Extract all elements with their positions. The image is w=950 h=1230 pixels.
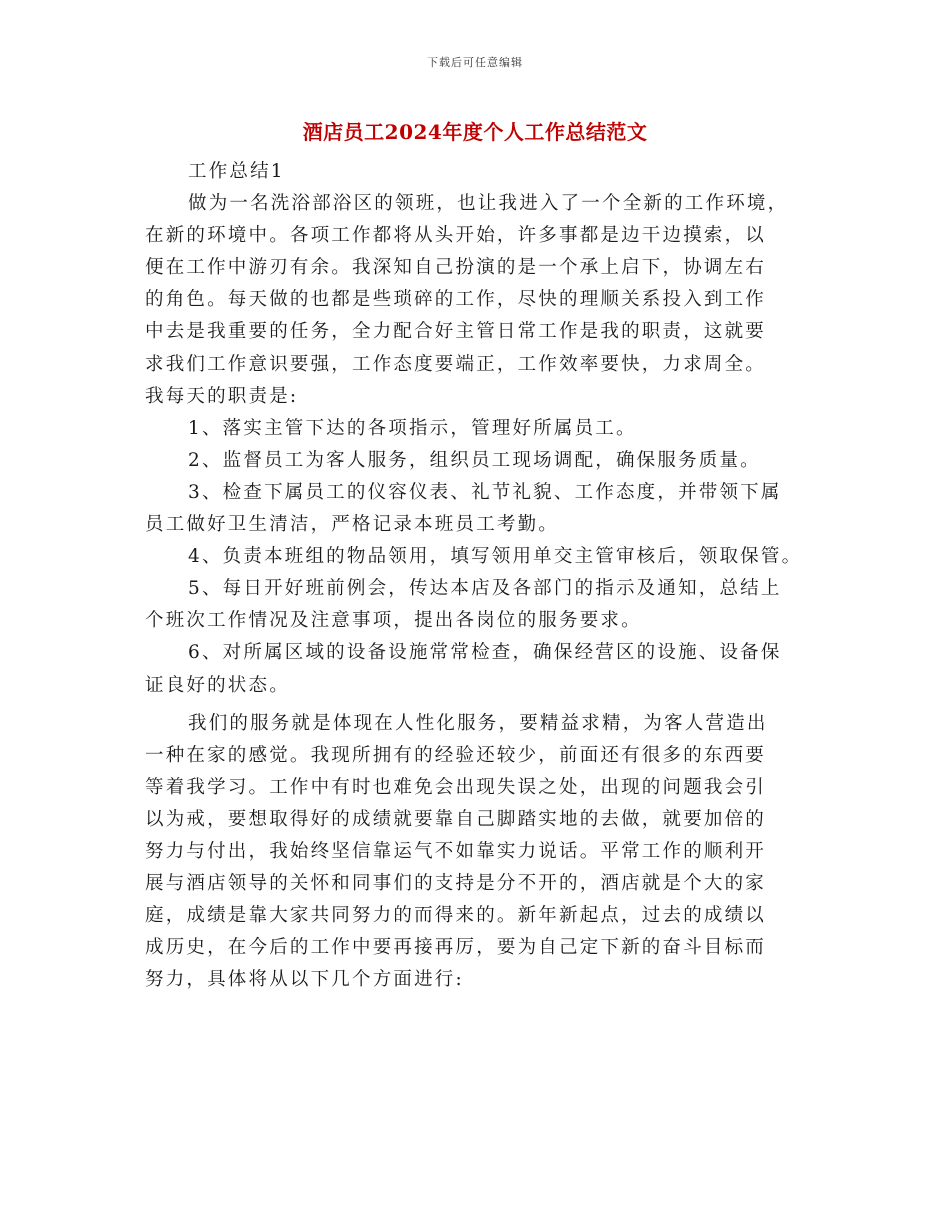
list-item: 5、每日开好班前例会，传达本店及各部门的指示及通知，总结上 <box>188 578 782 600</box>
paragraph-line: 便在工作中游刃有余。我深知自己扮演的是一个承上启下，协调左右 <box>145 257 767 279</box>
list-item-continuation: 证良好的状态。 <box>145 674 290 696</box>
list-item: 2、监督员工为客人服务，组织员工现场调配，确保服务质量。 <box>188 449 761 471</box>
paragraph-line: 展与酒店领导的关怀和同事们的支持是分不开的，酒店就是个大的家 <box>145 873 767 895</box>
paragraph-line: 的角色。每天做的也都是些琐碎的工作，尽快的理顺关系投入到工作 <box>145 289 767 311</box>
paragraph-line: 一种在家的感觉。我现所拥有的经验还较少，前面还有很多的东西要 <box>145 744 767 766</box>
paragraph-line: 中去是我重要的任务，全力配合好主管日常工作是我的职责，这就要 <box>145 321 767 343</box>
paragraph-line: 求我们工作意识要强，工作态度要端正，工作效率要快，力求周全。 <box>145 353 767 375</box>
list-item: 6、对所属区域的设备设施常常检查，确保经营区的设施、设备保 <box>188 642 782 664</box>
list-item-continuation: 员工做好卫生清洁，严格记录本班员工考勤。 <box>145 514 560 536</box>
list-item: 3、检查下属员工的仪容仪表、礼节礼貌、工作态度，并带领下属 <box>188 481 782 503</box>
section-heading: 工作总结1 <box>188 161 285 182</box>
paragraph-line: 我们的服务就是体现在人性化服务，要精益求精，为客人营造出 <box>188 712 768 734</box>
paragraph-line: 努力，具体将从以下几个方面进行: <box>145 969 464 991</box>
document-title: 酒店员工2024年度个人工作总结范文 <box>302 120 648 144</box>
document-body <box>145 156 815 996</box>
paragraph-line: 成历史，在今后的工作中要再接再厉，要为自己定下新的奋斗目标而 <box>145 937 767 959</box>
list-item-continuation: 个班次工作情况及注意事项，提出各岗位的服务要求。 <box>145 610 642 632</box>
paragraph-line: 以为戒，要想取得好的成绩就要靠自己脚踏实地的去做，就要加倍的 <box>145 808 767 830</box>
list-item: 1、落实主管下达的各项指示，管理好所属员工。 <box>188 417 637 439</box>
paragraph-line: 庭，成绩是靠大家共同努力的而得来的。新年新起点，过去的成绩以 <box>145 905 767 927</box>
list-item: 4、负责本班组的物品领用，填写领用单交主管审核后，领取保管。 <box>188 546 803 568</box>
paragraph-line: 我每天的职责是: <box>145 385 299 407</box>
paragraph-line: 在新的环境中。各项工作都将从头开始，许多事都是边干边摸索，以 <box>145 225 767 247</box>
page-header-note: 下载后可任意编辑 <box>427 56 523 69</box>
paragraph-line: 努力与付出，我始终坚信靠运气不如靠实力说话。平常工作的顺利开 <box>145 840 767 862</box>
paragraph-line: 等着我学习。工作中有时也难免会出现失误之处，出现的问题我会引 <box>145 776 767 798</box>
paragraph-line: 做为一名洗浴部浴区的领班，也让我进入了一个全新的工作环境， <box>188 193 789 215</box>
